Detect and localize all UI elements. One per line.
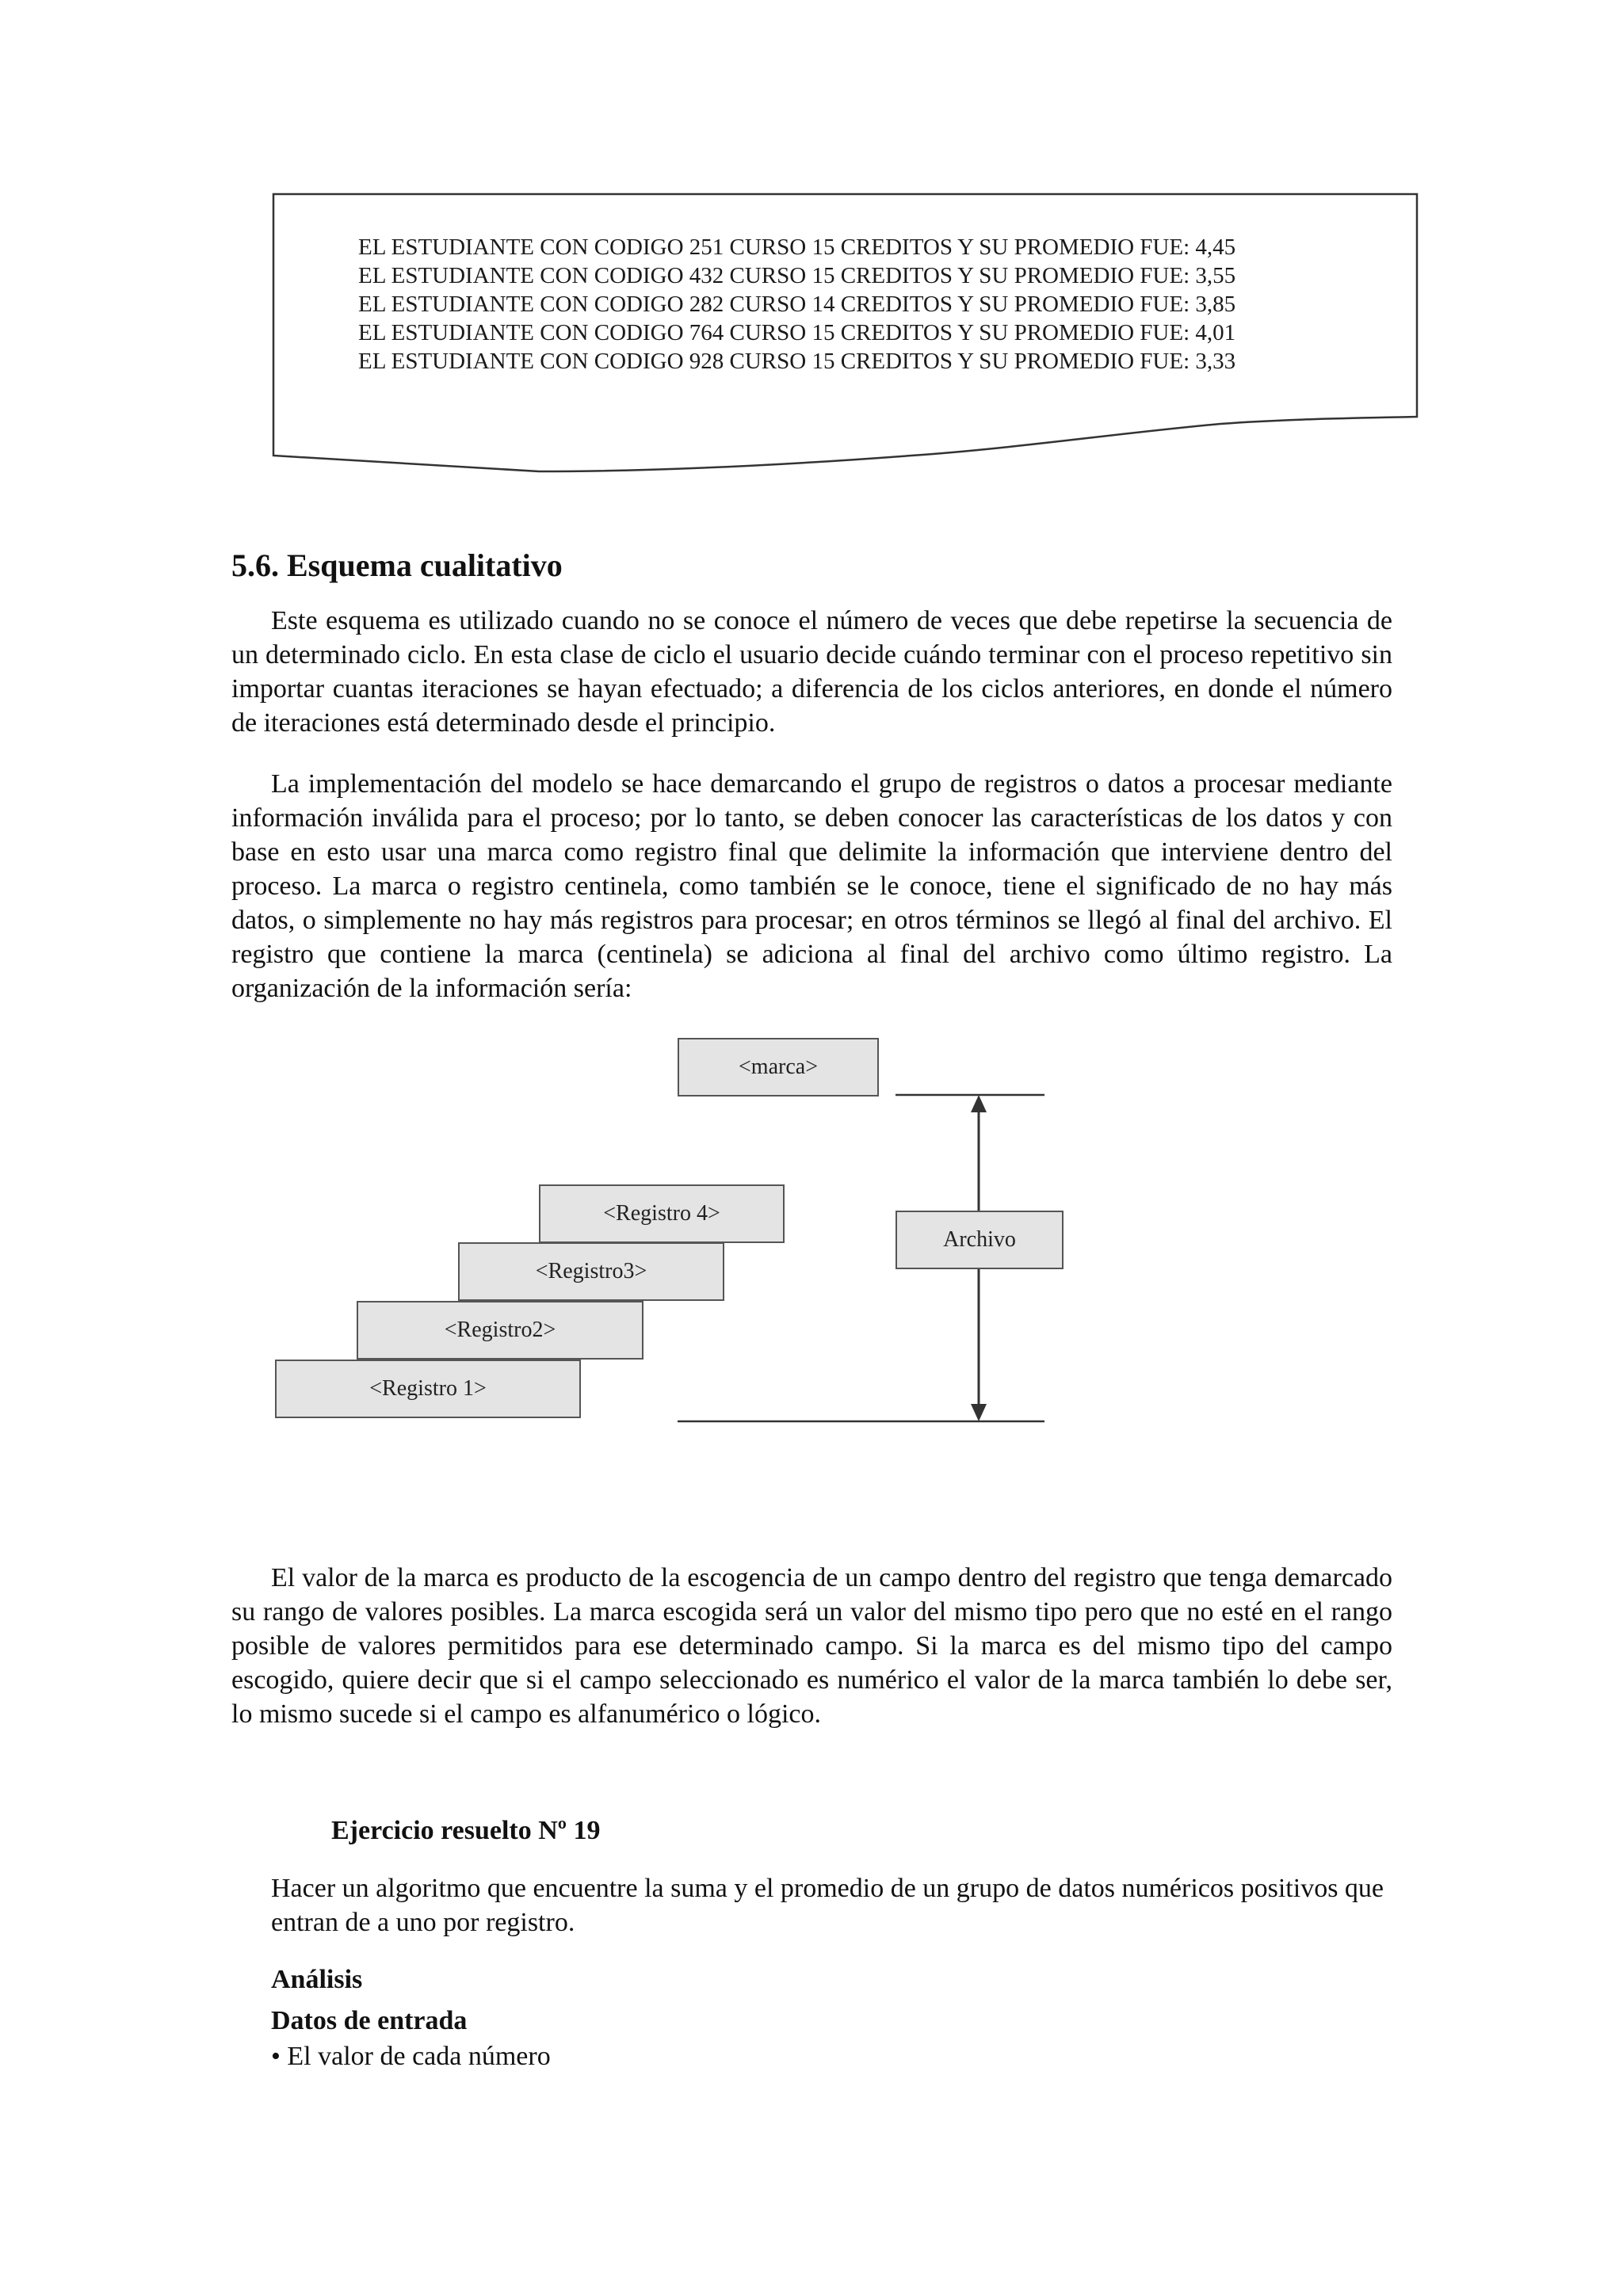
marca-box: <marca> <box>678 1038 879 1097</box>
output-line: EL ESTUDIANTE CON CODIGO 251 CURSO 15 CREDITOS Y SU PROMEDIO FUE: 4,45 <box>358 235 1236 260</box>
printed-output-document <box>0 0 1623 507</box>
analysis-heading: Análisis <box>271 1965 363 1994</box>
arrow-down-head <box>971 1404 987 1421</box>
registro-4-box: <Registro 4> <box>539 1184 785 1243</box>
input-data-heading: Datos de entrada <box>271 2006 468 2035</box>
arrow-up-head <box>971 1095 987 1112</box>
output-line: EL ESTUDIANTE CON CODIGO 432 CURSO 15 CREDITOS Y SU PROMEDIO FUE: 3,55 <box>358 263 1236 288</box>
registro-2-box: <Registro2> <box>357 1301 643 1360</box>
input-item: • El valor de cada número <box>271 2042 551 2071</box>
output-line: EL ESTUDIANTE CON CODIGO 928 CURSO 15 CREDITOS Y SU PROMEDIO FUE: 3,33 <box>358 349 1236 374</box>
paragraph-intro: Este esquema es utilizado cuando no se conoce el número de veces que debe repetirse la secuencia de un determinado ciclo. En esta clase de ciclo el usuario decide cuándo terminar con el proceso repetitivo sin importar cuantas iteraciones se hayan efectuado; a diferencia de los ciclos anteriores, en donde el número de iteraciones está determinado desde el principio. <box>231 606 1392 738</box>
output-lines <box>358 233 1235 376</box>
section-heading: 5.6. Esquema cualitativo <box>231 547 563 583</box>
exercise-title: Ejercicio resuelto Nº 19 <box>331 1816 601 1845</box>
records-diagram <box>0 1014 1623 1442</box>
output-line: EL ESTUDIANTE CON CODIGO 282 CURSO 14 CREDITOS Y SU PROMEDIO FUE: 3,85 <box>358 292 1236 317</box>
paragraph-implementation: La implementación del modelo se hace demarcando el grupo de registros o datos a procesar mediante información inválida para el proceso; por lo tanto, se deben conocer las características de los datos y con base en esto usar una marca como registro final que delimite la información que interviene dentro del proceso. La marca o registro centinela, como también se le conoce, tiene el significado de no hay más datos, o simplemente no hay más registros para procesar; en otros términos se llegó al final del archivo. El registro que contiene la marca (centinela) se adiciona al final del archivo como último registro. La organización de la información sería: <box>231 769 1392 1003</box>
registro-1-box: <Registro 1> <box>275 1360 581 1418</box>
output-line: EL ESTUDIANTE CON CODIGO 764 CURSO 15 CREDITOS Y SU PROMEDIO FUE: 4,01 <box>358 320 1236 345</box>
paragraph-mark-value: El valor de la marca es producto de la escogencia de un campo dentro del registro que tenga demarcado su rango de valores posibles. La marca escogida será un valor del mismo tipo pero que no esté en el rango posible de valores permitidos para ese determinado campo. Si la marca es del mismo tipo del campo escogido, quiere decir que si el campo seleccionado es numérico el valor de la marca también lo debe ser, lo mismo sucede si el campo es alfanumérico o lógico. <box>231 1563 1392 1729</box>
archivo-box: Archivo <box>896 1211 1064 1269</box>
exercise-statement: Hacer un algoritmo que encuentre la suma y el promedio de un grupo de datos numéricos positivos que entran de a uno por registro. <box>271 1874 1384 1937</box>
registro-3-box: <Registro3> <box>458 1242 724 1301</box>
